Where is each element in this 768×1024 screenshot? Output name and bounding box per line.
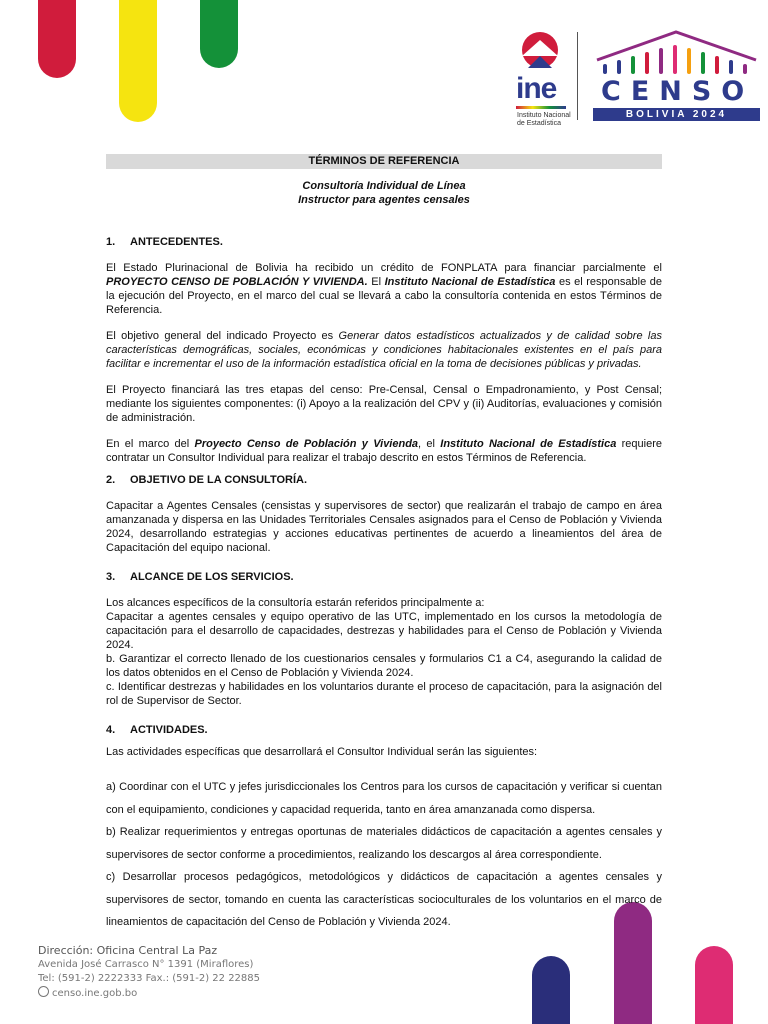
text-run-bold-italic: PROYECTO CENSO DE POBLACIÓN Y VIVIENDA. (106, 276, 368, 288)
globe-icon (38, 986, 49, 997)
decor-bar-pink (695, 946, 733, 1024)
paragraph (106, 437, 662, 465)
text-run-bold-italic: Instituto Nacional de Estadística (440, 438, 617, 450)
ine-logo-subtitle: Instituto Nacional de Estadística (517, 112, 571, 127)
decor-bar-yellow (119, 0, 157, 122)
footer (38, 944, 260, 1001)
section-heading-actividades (106, 724, 208, 736)
paragraph: c. Identificar destrezas y habilidades en los voluntarios durante el proceso de capacitación, para la asignación del rol de Supervisor de Sector. (106, 681, 662, 707)
section-number: 4. (106, 724, 116, 736)
text-run: es el responsable de la ejecución del Proyecto, en el marco del cual se llevará a cabo la consultoría contenida en estos Términos de Referencia. (106, 276, 662, 316)
text-run: El Estado Plurinacional de Bolivia ha recibido un crédito de FONPLATA para financiar parcialmente el (106, 262, 662, 274)
document-subtitle-1: Consultoría Individual de Línea (302, 180, 466, 192)
footer-web[interactable]: censo.ine.gob.bo (52, 988, 138, 999)
section-heading-objetivo (106, 474, 307, 486)
ine-logo (516, 30, 571, 127)
paragraph: Las actividades específicas que desarrollará el Consultor Individual serán las siguientes: (106, 746, 538, 758)
section-body-alcance (106, 596, 662, 708)
section-title: ALCANCE DE LOS SERVICIOS. (130, 571, 294, 583)
ine-logo-underline (516, 106, 566, 109)
section-number: 2. (106, 474, 116, 486)
section-heading-antecedentes (106, 236, 223, 248)
censo-logo-word: CENSO (601, 76, 755, 107)
censo-house-icon (593, 30, 760, 78)
footer-web-row (38, 986, 260, 1001)
text-run: requiere contratar un Consultor Individual para realizar el trabajo descrito en estos Términos de Referencia. (106, 438, 663, 464)
paragraph: Los alcances específicos de la consultoría estarán referidos principalmente a: (106, 597, 485, 609)
text-run: , el (418, 438, 441, 450)
section-body-actividades (106, 745, 662, 759)
censo-logo (593, 30, 760, 122)
document-title: TÉRMINOS DE REFERENCIA (106, 154, 662, 169)
text-run-bold-italic: Instituto Nacional de Estadística (384, 276, 556, 288)
footer-title: Dirección: Oficina Central La Paz (38, 944, 218, 957)
section-body-antecedentes (106, 261, 662, 465)
text-run-italic: Generar datos estadísticos actualizados y de calidad sobre las características demográficas, sociales, económicas y condiciones habitacionales existentes en el país para facilitar e incrementar el uso de la información estadística oficial en la toma de decisiones públicas y privadas. (106, 330, 662, 370)
list-item: b) Realizar requerimientos y entregas oportunas de materiales didácticos de capacitación a agentes censales y supervisores de sector conforme a procedimientos, realizando los descargos al área correspondiente. (106, 826, 662, 861)
section-title: OBJETIVO DE LA CONSULTORÍA. (130, 474, 308, 486)
footer-address: Avenida José Carrasco N° 1391 (Miraflores) (38, 959, 254, 970)
activities-list (106, 776, 662, 934)
section-title: ANTECEDENTES. (130, 236, 223, 248)
paragraph: Capacitar a agentes censales y equipo operativo de las UTC, implementado en los cursos la metodología de capacitación para el desarrollo de capacidades, destrezas y habilidades para el Censo de Población y Vivienda 2024. (106, 611, 662, 651)
section-number: 3. (106, 571, 116, 583)
section-number: 1. (106, 236, 116, 248)
paragraph (106, 261, 662, 317)
list-item: a) Coordinar con el UTC y jefes jurisdiccionales los Centros para los cursos de capacitación y verificar si cuentan con el equipamiento, condiciones y capacidad requerida, tanto en área amanzanada como dispersa. (106, 781, 662, 816)
paragraph: El Proyecto financiará las tres etapas del censo: Pre-Censal, Censal o Empadronamiento, y Post Censal; mediante los siguientes componentes: (i) Apoyo a la realización del CPV y (ii) Auditorías, evaluaciones y comisión de administración. (106, 384, 662, 424)
logo-divider (577, 32, 578, 120)
decor-bar-green (200, 0, 238, 68)
text-run: El objetivo general del indicado Proyecto es (106, 330, 339, 342)
paragraph: b. Garantizar el correcto llenado de los cuestionarios censales y formularios C1 a C4, asegurando la calidad de los datos obtenidos en el Censo de Población y Vivienda 2024. (106, 653, 662, 679)
text-run-bold-italic: Proyecto Censo de Población y Vivienda (194, 438, 419, 450)
list-item: c) Desarrollar procesos pedagógicos, metodológicos y didácticos de capacitación a agentes censales y supervisores de sector, tomando en cuenta las características socioculturales de los voluntarios en el marco de lineamientos de capacitación del Censo de Población y Vivienda 2024. (106, 871, 662, 928)
ine-logo-word: ine (516, 72, 557, 105)
section-body-objetivo (106, 499, 662, 555)
paragraph: Capacitar a Agentes Censales (censistas y supervisores de sector) que realizarán el trabajo de campo en área amanzanada y dispersa en las Unidades Territoriales Censales asignados para el Censo de Población y Vivienda 2024, desarrollando estrategias y acciones educativas pertinentes de acuerdo a lineamientos del área de Capacitación del equipo nacional. (106, 500, 662, 554)
paragraph (106, 329, 662, 371)
footer-phone: Tel: (591-2) 2222333 Fax.: (591-2) 22 22885 (38, 973, 261, 984)
ine-emblem-icon (520, 30, 560, 70)
section-title: ACTIVIDADES. (130, 724, 208, 736)
section-heading-alcance (106, 571, 294, 583)
censo-logo-band: BOLIVIA 2024 (593, 108, 760, 121)
decor-bar-navy (532, 956, 570, 1024)
decor-bar-red (38, 0, 76, 78)
text-run: El (367, 276, 385, 288)
document-subtitle-2: Instructor para agentes censales (298, 194, 470, 206)
text-run: En el marco del (106, 438, 195, 450)
